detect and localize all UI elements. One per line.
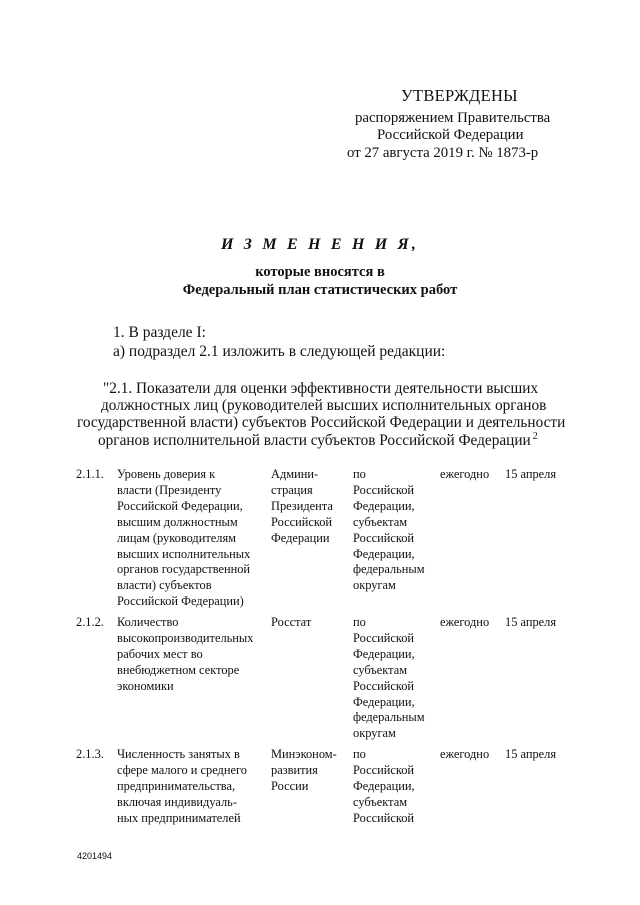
cell-line: Российской — [353, 810, 415, 825]
cell-line: России — [271, 778, 309, 793]
data-level — [353, 467, 437, 594]
cell-line: страция — [271, 482, 313, 497]
cell-line: Минэконом- — [271, 747, 337, 761]
cell-line: Админи- — [271, 467, 319, 481]
cell-line: Федерации, — [353, 694, 415, 709]
cell-line: Российской — [353, 530, 415, 545]
cell-line: по — [353, 467, 366, 481]
cell-line: органов государственной — [117, 562, 251, 577]
cell-line: федеральным — [353, 710, 425, 725]
responsible-agency — [271, 615, 349, 631]
cell-line: округам — [353, 726, 396, 741]
approval-line-1: распоряжением Правительства — [355, 110, 551, 126]
row-number: 2.1.1. — [76, 467, 104, 481]
cell-line: сфере малого и среднего — [117, 762, 247, 777]
cell-line: по — [353, 615, 366, 629]
cell-line: власти) субъектов — [117, 578, 212, 593]
cell-line: Российской — [353, 762, 415, 777]
cell-line: Росстат — [271, 615, 312, 629]
approval-line-3: от 27 августа 2019 г. № 1873-р — [347, 145, 539, 161]
cell-line: Российской — [353, 630, 415, 645]
document-subtitle-line-1: которые вносятся в — [255, 264, 385, 280]
deadline: 15 апреля — [505, 467, 557, 481]
deadline: 15 апреля — [505, 747, 557, 761]
heading-line-4-text: органов исполнительной власти субъектов Российской Федерации — [98, 432, 531, 449]
heading-line-3: государственной власти) субъектов Российской Федерации и деятельности — [77, 414, 566, 431]
cell-line: Федерации — [271, 530, 330, 545]
document-subtitle-line-2: Федеральный план статистических работ — [182, 282, 458, 298]
cell-line: округам — [353, 578, 396, 593]
cell-line: Федерации, — [353, 498, 415, 513]
indicator-name — [117, 747, 265, 827]
frequency: ежегодно — [440, 747, 490, 761]
cell-line: Уровень доверия к — [117, 467, 216, 481]
cell-line: предпринимательства, — [117, 778, 236, 793]
frequency: ежегодно — [440, 467, 490, 481]
section-reference: 1. В разделе I: — [113, 324, 206, 341]
responsible-agency — [271, 747, 349, 795]
cell-line: ных предпринимателей — [117, 810, 241, 825]
cell-line: высших исполнительных — [117, 546, 251, 561]
approval-title: УТВЕРЖДЕНЫ — [401, 86, 518, 105]
cell-line: власти (Президенту — [117, 482, 222, 497]
data-level — [353, 615, 437, 742]
cell-line: субъектам — [353, 662, 408, 677]
cell-line: включая индивидуаль- — [117, 794, 237, 809]
cell-line: Российской — [353, 678, 415, 693]
cell-line: субъектам — [353, 794, 408, 809]
clause-text: а) подраздел 2.1 изложить в следующей редакции: — [113, 343, 446, 360]
cell-line: высокопроизводительных — [117, 630, 254, 645]
cell-line: Федерации, — [353, 778, 415, 793]
cell-line: Федерации, — [353, 546, 415, 561]
heading-line-1: "2.1. Показатели для оценки эффективности деятельности высших — [103, 380, 539, 397]
indicator-name — [117, 467, 265, 610]
cell-line: Президента — [271, 498, 333, 513]
cell-line: развития — [271, 762, 318, 777]
frequency: ежегодно — [440, 615, 490, 629]
responsible-agency — [271, 467, 349, 547]
cell-line: высшим должностным — [117, 514, 238, 529]
document-code: 4201494 — [77, 851, 113, 861]
document-title: И З М Е Н Е Н И Я, — [220, 236, 420, 253]
cell-line: рабочих мест во — [117, 646, 203, 661]
cell-line: по — [353, 747, 366, 761]
cell-line: субъектам — [353, 514, 408, 529]
cell-line: Российской — [271, 514, 333, 529]
cell-line: лицам (руководителям — [117, 530, 236, 545]
cell-line: федеральным — [353, 562, 425, 577]
cell-line: внебюджетном секторе — [117, 662, 240, 677]
cell-line: Российской Федерации, — [117, 498, 243, 513]
cell-line: Российской — [353, 482, 415, 497]
indicator-name — [117, 615, 265, 695]
cell-line: Федерации, — [353, 646, 415, 661]
footnote-marker: 2 — [532, 431, 538, 442]
cell-line: Численность занятых в — [117, 747, 240, 761]
row-number: 2.1.3. — [76, 747, 104, 761]
heading-line-4 — [98, 431, 538, 450]
deadline: 15 апреля — [505, 615, 557, 629]
data-level — [353, 747, 437, 827]
cell-line: экономики — [117, 678, 174, 693]
approval-line-2: Российской Федерации — [377, 127, 524, 143]
cell-line: Российской Федерации) — [117, 594, 244, 609]
cell-line: Количество — [117, 615, 179, 629]
heading-line-2: должностных лиц (руководителей высших исполнительных органов — [101, 397, 547, 414]
row-number: 2.1.2. — [76, 615, 104, 629]
